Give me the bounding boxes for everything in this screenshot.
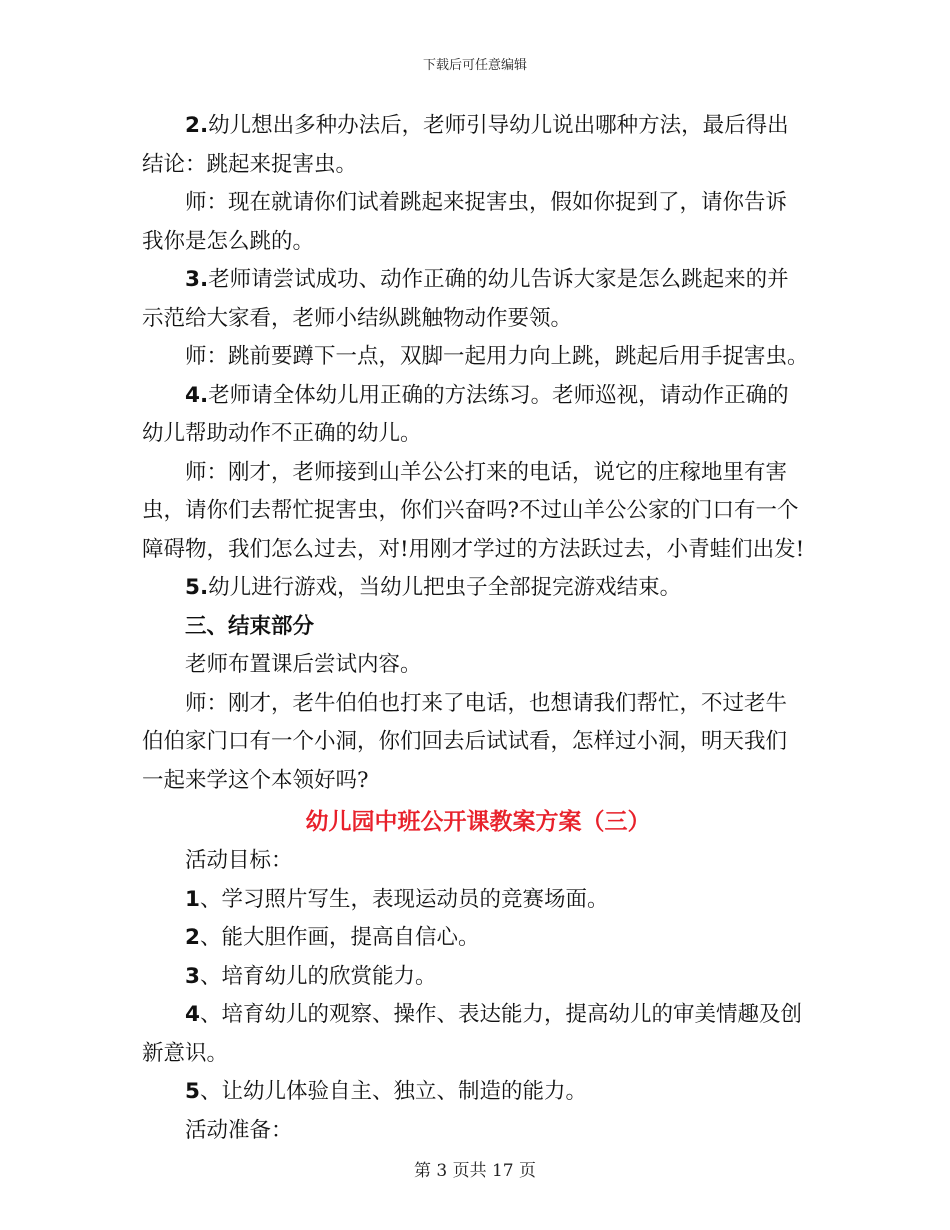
paragraph-line: 老师布置课后尝试内容。: [185, 652, 422, 677]
page-header: 下载后可任意编辑: [422, 58, 527, 73]
line-text: 、让幼儿体验自主、独立、制造的能力。: [199, 1079, 587, 1104]
line-text: 幼儿想出多种办法后，老师引导幼儿说出哪种方法，最后得出: [208, 113, 789, 138]
paragraph-line: [142, 958, 814, 997]
paragraph-line: 结论：跳起来捉害虫。: [142, 151, 358, 177]
section-heading: 三、结束部分: [185, 613, 315, 639]
paragraph-line: 活动目标：: [185, 848, 293, 873]
line-text: 老师请全体幼儿用正确的方法练习。老师巡视，请动作正确的: [208, 382, 789, 408]
paragraph-line: 师：刚才，老牛伯伯也打来了电话，也想请我们帮忙，不过老牛: [185, 690, 788, 716]
line-text: 幼儿进行游戏，当幼儿把虫子全部捉完游戏结束。: [208, 575, 682, 600]
step-number: 4.: [185, 382, 209, 408]
paragraph-line: 示范给大家看，老师小结纵跳触物动作要领。: [142, 305, 573, 331]
paragraph-line: 活动准备：: [185, 1117, 293, 1143]
goal-number: 4: [185, 1002, 200, 1027]
paragraph-line: [142, 377, 814, 416]
paragraph-line: [142, 996, 814, 1035]
goal-number: 2: [185, 925, 200, 950]
goal-number: 5: [185, 1079, 200, 1104]
step-number: 5.: [185, 575, 209, 600]
paragraph-line: 师：刚才，老师接到山羊公公打来的电话，说它的庄稼地里有害: [185, 459, 788, 485]
lesson-title: 幼儿园中班公开课教案方案（三）: [305, 809, 651, 835]
page-footer: 第 3 页共 17 页: [413, 1161, 537, 1181]
line-text: 、能大胆作画，提高自信心。: [199, 925, 480, 950]
goal-number: 1: [185, 886, 200, 912]
paragraph-line: 新意识。: [142, 1040, 229, 1066]
paragraph-line: 我你是怎么跳的。: [142, 228, 315, 254]
document-body: [142, 107, 814, 1150]
line-text: 、学习照片写生，表现运动员的竞赛场面。: [199, 886, 609, 912]
paragraph-line: 虫，请你们去帮忙捉害虫，你们兴奋吗?不过山羊公公家的门口有一个: [142, 498, 799, 523]
paragraph-line: 一起来学这个本领好吗?: [142, 767, 369, 793]
paragraph-line: [142, 881, 814, 920]
step-number: 2.: [185, 113, 209, 138]
paragraph-line: [142, 569, 814, 608]
line-text: 老师请尝试成功、动作正确的幼儿告诉大家是怎么跳起来的并: [208, 267, 789, 292]
goal-number: 3: [185, 963, 200, 989]
line-text: 、培育幼儿的欣赏能力。: [199, 963, 437, 989]
paragraph-line: [142, 919, 814, 958]
paragraph-line: 障碍物，我们怎么过去，对!用刚才学过的方法跃过去，小青蛙们出发!: [142, 536, 805, 562]
paragraph-line: 师：跳前要蹲下一点，双脚一起用力向上跳，跳起后用手捉害虫。: [185, 344, 809, 369]
paragraph-line: 师：现在就请你们试着跳起来捉害虫，假如你捉到了，请你告诉: [185, 190, 788, 215]
paragraph-line: 伯伯家门口有一个小洞，你们回去后试试看，怎样过小洞，明天我们: [142, 729, 788, 754]
paragraph-line: [142, 107, 814, 146]
line-text: 、培育幼儿的观察、操作、表达能力，提高幼儿的审美情趣及创: [199, 1002, 802, 1027]
paragraph-line: 幼儿帮助动作不正确的幼儿。: [142, 421, 422, 446]
paragraph-line: [142, 1073, 814, 1112]
paragraph-line: [142, 261, 814, 300]
step-number: 3.: [185, 267, 209, 292]
